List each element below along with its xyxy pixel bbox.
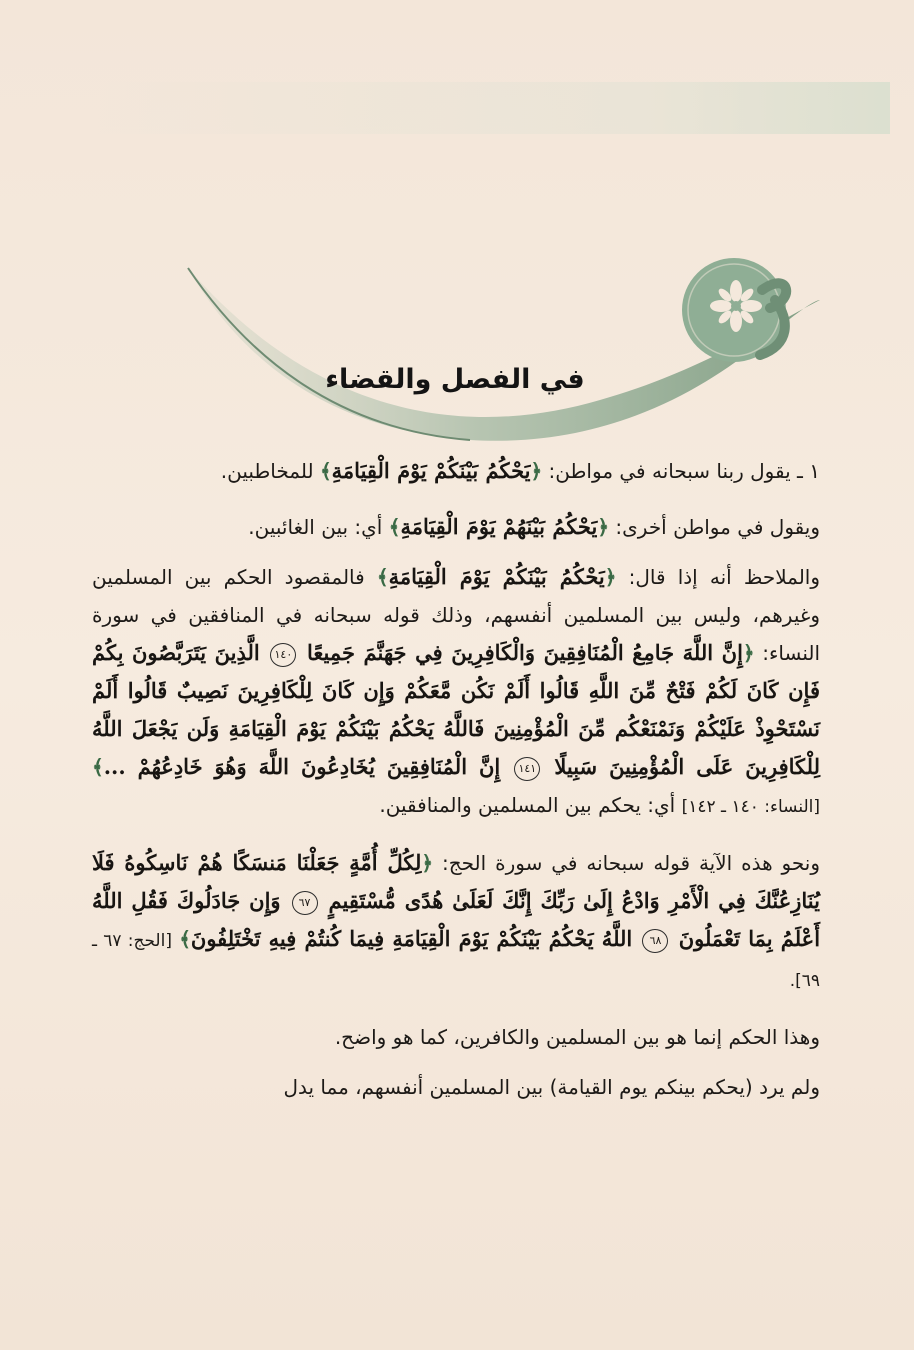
- ayah-number-marker: ٦٨: [642, 929, 668, 953]
- brace-close: ﴾: [179, 927, 191, 951]
- chapter-title: في الفصل والقضاء: [325, 364, 585, 395]
- brace-close: ﴾: [92, 755, 104, 779]
- paragraph-1-lead: ١ ـ يقول ربنا سبحانه في مواطن:: [548, 459, 820, 483]
- paragraph-2-lead: ويقول في مواطن أخرى:: [615, 515, 820, 539]
- ayah-number-marker: ٦٧: [292, 891, 318, 915]
- paragraph-5: وهذا الحكم إنما هو بين المسلمين والكافرين، كما هو واضح.: [334, 1025, 820, 1049]
- quran-quote: يَحْكُمُ بَيْنَكُمْ يَوْمَ الْقِيَامَةِ: [388, 564, 605, 589]
- body-text: [92, 452, 820, 1124]
- quran-quote-nisa-c: إِنَّ الْمُنَافِقِينَ يُخَادِعُونَ اللَّهَ وَهُوَ خَادِعُهُمْ ...: [103, 754, 501, 779]
- paragraph-2-tail: أي: بين الغائبين.: [248, 515, 383, 539]
- brace-open: ﴿: [604, 565, 617, 589]
- brace-open: ﴿: [597, 515, 610, 539]
- paragraph-3-mid: فالمقصود الحكم بين المسلمين وغيرهم، وليس بين المسلمين أنفسهم، وذلك قوله سبحانه في المنافقين في سورة النساء:: [92, 565, 821, 665]
- quran-quote-nisa-b: الَّذِينَ يَتَرَبَّصُونَ بِكُمْ فَإِن كَانَ لَكُمْ فَتْحٌ مِّنَ اللَّهِ قَالُوا أَلَمْ نَكُن مَّعَكُمْ وَإِن كَانَ لِلْكَافِرِينَ نَصِيبٌ قَالُوا أَلَمْ نَسْتَحْوِذْ عَلَيْكُمْ وَنَمْنَعْكُم مِّنَ الْمُؤْمِنِينَ فَاللَّهُ يَحْكُمُ بَيْنَكُمْ يَوْمَ الْقِيَامَةِ وَلَن يَجْعَلَ اللَّهُ لِلْكَافِرِينَ عَلَى الْمُؤْمِنِينَ سَبِيلًا: [92, 640, 821, 779]
- paragraph-1-tail: للمخاطبين.: [220, 459, 314, 483]
- ayah-number-marker: ١٤٠: [270, 643, 296, 667]
- paragraph-3: [92, 558, 820, 826]
- brace-open: ﴿: [421, 851, 434, 875]
- quran-quote: يَحْكُمُ بَيْنَكُمْ يَوْمَ الْقِيَامَةِ: [331, 458, 531, 483]
- paragraph-3-tail: أي: يحكم بين المسلمين والمنافقين.: [379, 793, 676, 817]
- quran-quote-hajj-a: لِكُلِّ أُمَّةٍ جَعَلْنَا مَنسَكًا هُمْ نَاسِكُوهُ فَلَا يُنَازِعُنَّكَ فِي الْأَمْرِ وَادْعُ إِلَىٰ رَبِّكَ إِنَّكَ لَعَلَىٰ هُدًى مُّسْتَقِيمٍ: [92, 850, 820, 913]
- quran-quote-nisa-a: إِنَّ اللَّهَ جَامِعُ الْمُنَافِقِينَ وَالْكَافِرِينَ فِي جَهَنَّمَ جَمِيعًا: [307, 640, 743, 665]
- quran-reference: [النساء: ١٤٠ ـ ١٤٢]: [681, 797, 820, 817]
- quran-quote-hajj-b: وَإِن جَادَلُوكَ فَقُلِ اللَّهُ أَعْلَمُ بِمَا تَعْمَلُونَ: [92, 888, 821, 951]
- paragraph-4: [92, 844, 820, 1000]
- quran-quote: يَحْكُمُ بَيْنَهُمْ يَوْمَ الْقِيَامَةِ: [400, 514, 598, 539]
- brace-close: ﴾: [319, 459, 332, 483]
- quran-quote-hajj-c: اللَّهُ يَحْكُمُ بَيْنَكُمْ يَوْمَ الْقِيَامَةِ فِيمَا كُنتُمْ فِيهِ تَخْتَلِفُونَ: [190, 926, 633, 951]
- ayah-number-marker: ١٤١: [514, 757, 540, 781]
- paragraph-4-lead: ونحو هذه الآية قوله سبحانه في سورة الحج:: [442, 851, 820, 875]
- quran-reference: [الحج: ٦٧ ـ ٦٩].: [92, 931, 820, 991]
- paragraph-6: ولم يرد (يحكم بينكم يوم القيامة) بين المسلمين أنفسهم، مما يدل: [283, 1075, 820, 1099]
- paragraph-1: [92, 452, 820, 490]
- brace-open: ﴿: [742, 641, 755, 665]
- paragraph-3-lead: والملاحظ أنه إذا قال:: [628, 565, 821, 589]
- paragraph-2: [92, 508, 820, 546]
- brace-close: ﴾: [388, 515, 401, 539]
- brace-close: ﴾: [376, 565, 389, 589]
- brace-open: ﴿: [530, 459, 543, 483]
